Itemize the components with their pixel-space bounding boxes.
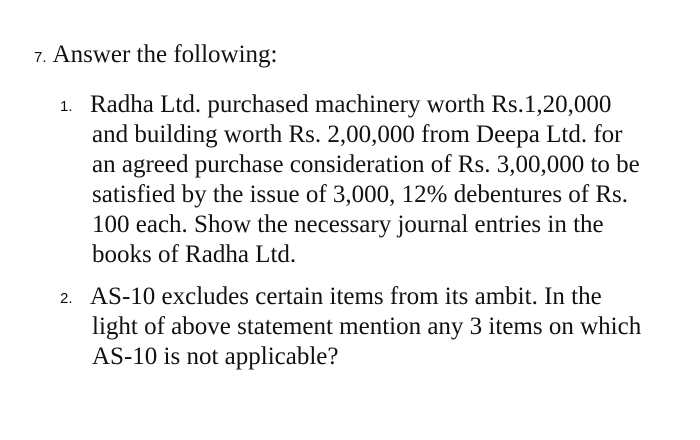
sub-question-number: 1. — [60, 98, 73, 115]
text-line: and building worth Rs. 2,00,000 from Deepa Ltd. for — [92, 121, 623, 148]
text-line: 100 each. Show the necessary journal entries in the — [92, 211, 604, 238]
question-number: 7. — [34, 49, 47, 66]
text-line: AS-10 excludes certain items from its ambit. In the — [90, 283, 602, 310]
question-header — [34, 40, 674, 70]
text-line: an agreed purchase consideration of Rs. 3,00,000 to be — [92, 151, 640, 178]
text-line: books of Radha Ltd. — [92, 241, 297, 268]
text-line: AS-10 is not applicable? — [92, 343, 339, 370]
question-title: Answer the following: — [52, 41, 278, 68]
text-line: light of above statement mention any 3 items on which — [92, 313, 642, 340]
sub-question-1 — [34, 90, 674, 270]
sub-question-2 — [34, 282, 674, 372]
sub-question-text — [90, 90, 674, 270]
text-line: Radha Ltd. purchased machinery worth Rs.1,20,000 — [90, 91, 612, 118]
question-7 — [34, 40, 674, 384]
sub-question-number: 2. — [60, 290, 73, 307]
sub-question-text — [90, 282, 674, 372]
text-line: satisfied by the issue of 3,000, 12% debentures of Rs. — [92, 181, 629, 208]
